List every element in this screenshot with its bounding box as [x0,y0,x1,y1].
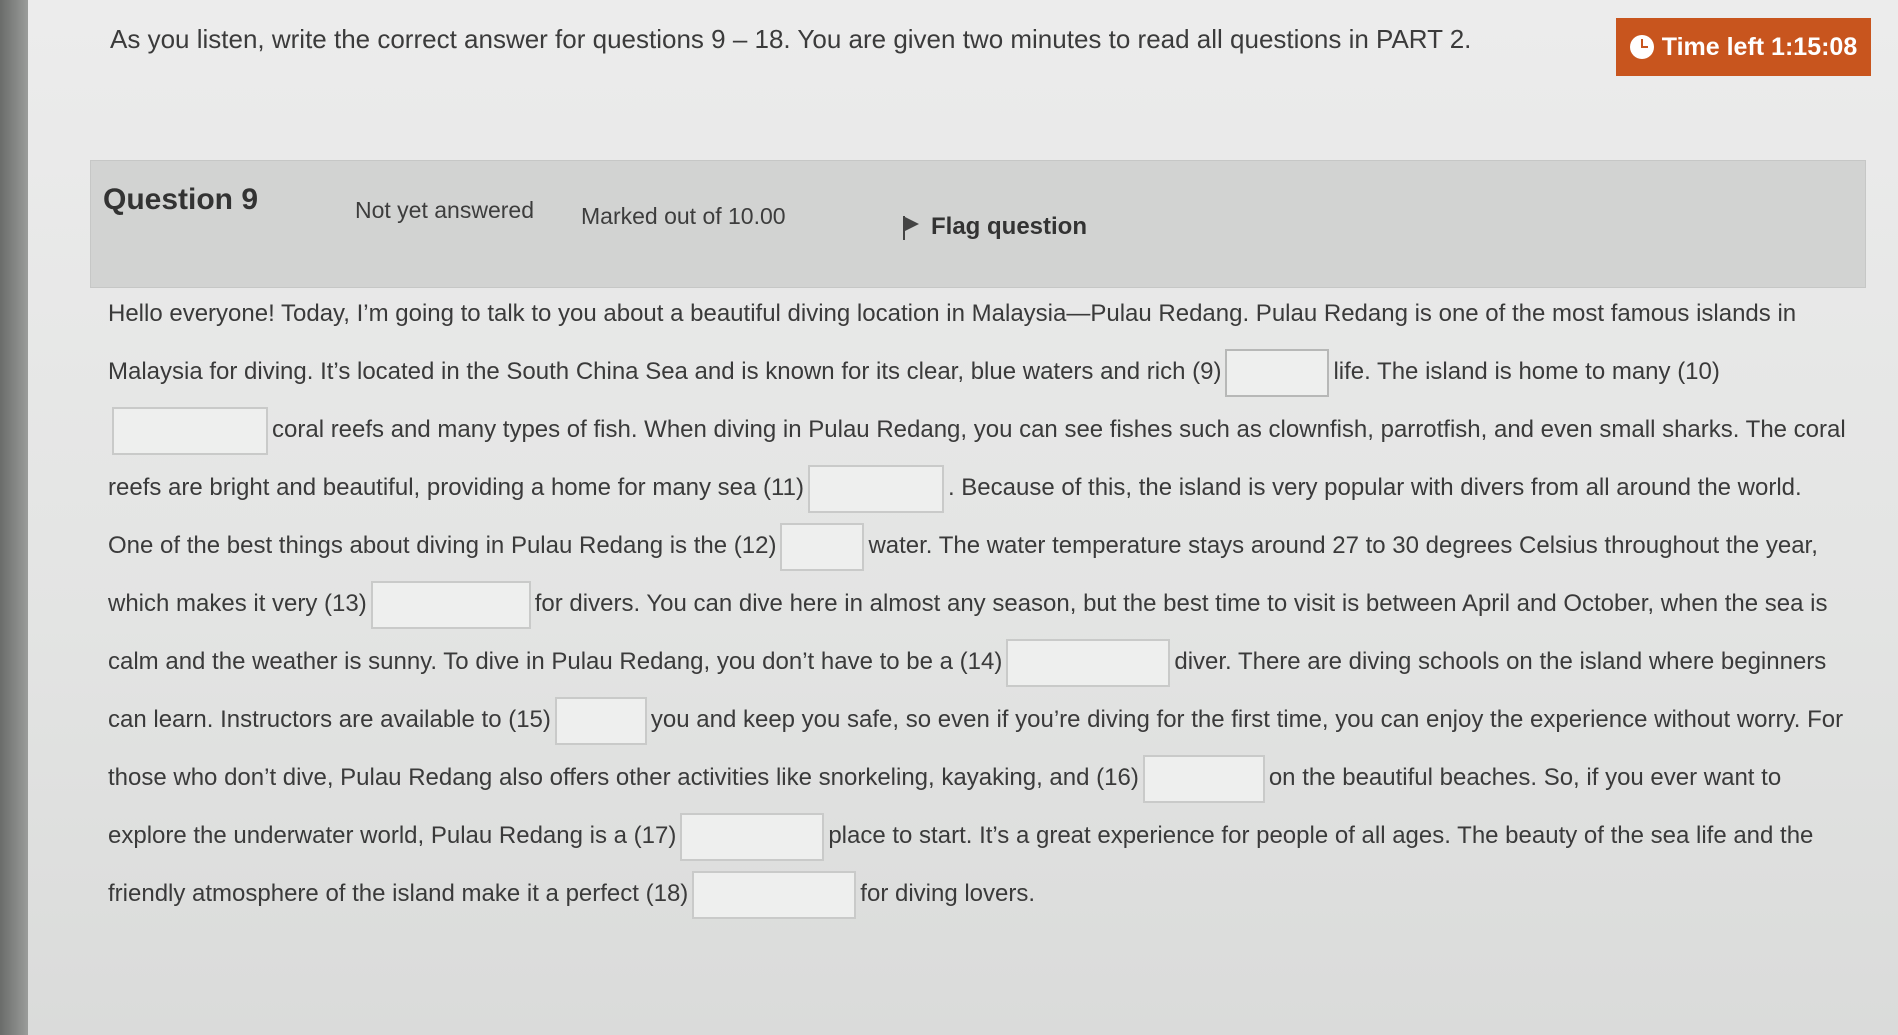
answer-field-13[interactable] [371,581,531,629]
time-left-badge [1616,18,1871,76]
passage-text: diver. There are diving schools on the island where beginners can learn. Instructors are available to (15) [108,648,1827,733]
flag-icon [901,214,921,240]
passage-text: . Because of this, the island is very popular with divers from all around the world. One of the best things about diving in Pulau Redang is the (12) [108,474,1802,559]
question-number: Question 9 [103,183,259,216]
flag-question-label: Flag question [931,213,1087,240]
question-info-bar [90,160,1866,288]
question-state: Not yet answered [355,197,534,223]
answer-field-18[interactable] [692,871,856,919]
cloze-passage [108,285,1848,923]
answer-field-16[interactable] [1143,755,1265,803]
time-left-label: Time left 1:15:08 [1661,32,1858,61]
passage-text: you and keep you safe, so even if you’re diving for the first time, you can enjoy the experience without worry. For those who don’t dive, Pulau Redang also offers other activities like snorkeling, kayaking, and (16) [108,706,1844,791]
answer-field-15[interactable] [555,697,647,745]
flag-question-button[interactable] [901,213,1087,241]
passage-text: life. The island is home to many (10) [1333,358,1720,385]
passage-text: on the beautiful beaches. So, if you ever want to explore the underwater world, Pulau Redang is a (17) [108,764,1782,849]
answer-field-11[interactable] [808,465,944,513]
answer-field-12[interactable] [780,523,864,571]
passage-text: water. The water temperature stays around 27 to 30 degrees Celsius throughout the year, which makes it very (13) [108,532,1818,617]
answer-field-14[interactable] [1006,639,1170,687]
passage-text: Hello everyone! Today, I’m going to talk to you about a beautiful diving location in Malaysia—Pulau Redang. Pulau Redang is one of the most famous islands in Malaysia for diving. It’s located in the South China Sea and is known for its clear, blue waters and rich (9) [108,300,1797,385]
answer-field-9[interactable] [1225,349,1329,397]
clock-icon [1630,35,1654,59]
passage-text: for diving lovers. [860,880,1036,907]
answer-field-17[interactable] [680,813,824,861]
passage-text: coral reefs and many types of fish. When diving in Pulau Redang, you can see fishes such as clownfish, parrotfish, and even small sharks. The coral reefs are bright and beautiful, providing a home for many sea (11) [108,416,1846,501]
instruction-text: As you listen, write the correct answer for questions 9 – 18. You are given two minutes to read all questions in PART 2. [110,24,1472,54]
passage-text: place to start. It’s a great experience for people of all ages. The beauty of the sea life and the friendly atmosphere of the island make it a perfect (18) [108,822,1814,907]
question-grade: Marked out of 10.00 [581,203,786,229]
quiz-page [28,0,1898,1035]
answer-field-10[interactable] [112,407,268,455]
screen-edge [0,0,28,1035]
passage-text: for divers. You can dive here in almost any season, but the best time to visit is between April and October, when the sea is calm and the weather is sunny. To dive in Pulau Redang, you don’t have to be a (14) [108,590,1828,675]
